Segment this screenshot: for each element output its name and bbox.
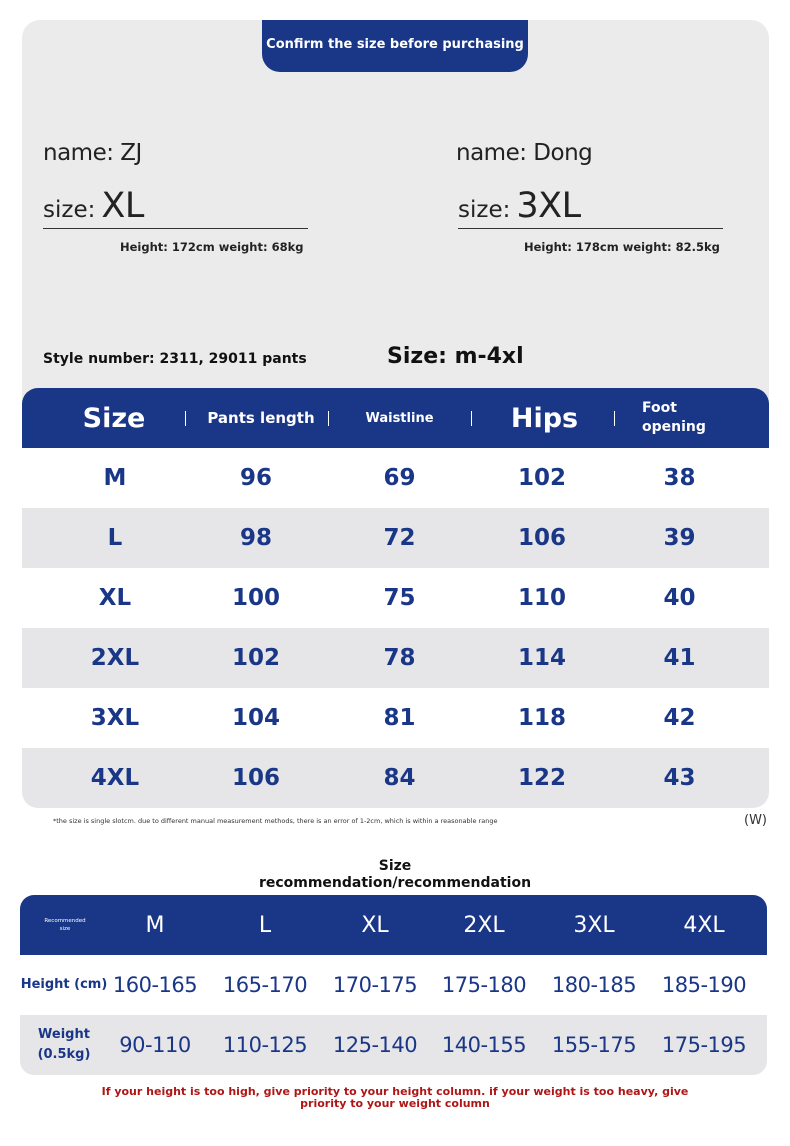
- table-row: [22, 568, 769, 628]
- table-cell: 40: [663, 585, 696, 611]
- header-foot-opening: Foot opening: [642, 400, 706, 435]
- recommendation-size-header: 4XL: [683, 912, 725, 938]
- recommendation-size-header: XL: [361, 912, 389, 938]
- model-2-name: [456, 140, 592, 166]
- underline: [43, 228, 308, 229]
- table-cell: 110: [517, 585, 566, 611]
- table-cell: 38: [663, 465, 696, 491]
- table-row: [22, 448, 769, 508]
- header-waistline: Waistline: [365, 410, 434, 426]
- table-cell: M: [103, 465, 127, 491]
- table-cell: 114: [517, 645, 566, 671]
- height-range-cell: 185-190: [661, 973, 747, 997]
- size-label: size:: [43, 197, 96, 223]
- recommendation-size-header: 2XL: [463, 912, 505, 938]
- table-cell: 39: [663, 525, 696, 551]
- model-1-name: [43, 140, 142, 166]
- header-divider: [471, 411, 472, 426]
- header-hips: Hips: [510, 402, 579, 434]
- table-cell: 98: [239, 525, 272, 551]
- size-range: Size: m-4xl: [387, 344, 524, 369]
- table-cell: 84: [383, 765, 416, 791]
- table-cell: 81: [383, 705, 416, 731]
- model-1-stats: Height: 172cm weight: 68kg: [120, 240, 304, 254]
- name-value: ZJ: [120, 140, 142, 166]
- size-value: 3XL: [516, 186, 581, 226]
- recommendation-title-1: Size: [378, 858, 412, 874]
- height-label: Height (cm): [20, 977, 108, 992]
- name-value: Dong: [533, 140, 593, 166]
- header-divider: [614, 411, 615, 426]
- size-value: XL: [101, 186, 144, 226]
- weight-range-cell: 110-125: [222, 1033, 308, 1057]
- banner-tab: Confirm the size before purchasing: [262, 20, 528, 72]
- table-cell: 100: [231, 585, 280, 611]
- table-row: [22, 688, 769, 748]
- table-cell: 2XL: [90, 645, 140, 671]
- size-label: size:: [458, 197, 511, 223]
- unit-mark: (W): [744, 813, 767, 828]
- recommendation-size-header: L: [258, 912, 272, 938]
- table-cell: 102: [517, 465, 566, 491]
- weight-range-cell: 140-155: [441, 1033, 527, 1057]
- height-row: [20, 955, 767, 1015]
- recommended-size-label: Recommended size: [44, 918, 86, 932]
- table-cell: 122: [517, 765, 566, 791]
- table-cell: 41: [663, 645, 696, 671]
- height-range-cell: 165-170: [222, 973, 308, 997]
- table-cell: 75: [383, 585, 416, 611]
- table-cell: 4XL: [90, 765, 140, 791]
- priority-note: If your height is too high, give priority to your height column. if your weight is too heavy, give priority to your weight column: [101, 1085, 689, 1110]
- weight-range-cell: 90-110: [119, 1033, 191, 1057]
- header-divider: [328, 411, 329, 426]
- table-cell: 106: [231, 765, 280, 791]
- height-range-cell: 160-165: [112, 973, 198, 997]
- table-cell: 3XL: [90, 705, 140, 731]
- table-cell: 42: [663, 705, 696, 731]
- name-label: name:: [43, 140, 114, 166]
- height-range-cell: 170-175: [332, 973, 418, 997]
- name-label: name:: [456, 140, 527, 166]
- style-number: Style number: 2311, 29011 pants: [43, 351, 307, 367]
- table-cell: 78: [383, 645, 416, 671]
- table-cell: 72: [383, 525, 416, 551]
- table-cell: 96: [239, 465, 272, 491]
- table-cell: 69: [383, 465, 416, 491]
- model-2-stats: Height: 178cm weight: 82.5kg: [524, 240, 720, 254]
- header-size: Size: [82, 402, 146, 434]
- header-divider: [185, 411, 186, 426]
- size-table-header: [22, 388, 769, 448]
- table-cell: 118: [517, 705, 566, 731]
- weight-range-cell: 175-195: [661, 1033, 747, 1057]
- table-cell: 102: [231, 645, 280, 671]
- height-range-cell: 180-185: [551, 973, 637, 997]
- model-1-size: [43, 186, 144, 226]
- table-cell: 106: [517, 525, 566, 551]
- header-pants-length: Pants length: [207, 409, 315, 427]
- table-cell: XL: [98, 585, 132, 611]
- weight-range-cell: 125-140: [332, 1033, 418, 1057]
- table-row: [22, 748, 769, 808]
- recommendation-size-header: 3XL: [573, 912, 615, 938]
- weight-row: [20, 1015, 767, 1075]
- underline: [458, 228, 723, 229]
- recommendation-size-header: M: [145, 912, 165, 938]
- table-cell: 43: [663, 765, 696, 791]
- measurement-footnote: *the size is single slotcm. due to different manual measurement methods, there is an error of 1-2cm, which is within a reasonable range: [53, 817, 498, 825]
- height-range-cell: 175-180: [441, 973, 527, 997]
- table-row: [22, 628, 769, 688]
- recommendation-title-2: recommendation/recommendation: [258, 875, 532, 891]
- table-cell: L: [107, 525, 123, 551]
- table-row: [22, 508, 769, 568]
- model-2-size: [458, 186, 581, 226]
- weight-range-cell: 155-175: [551, 1033, 637, 1057]
- table-cell: 104: [231, 705, 280, 731]
- recommendation-header: [20, 895, 767, 955]
- weight-label: Weight (0.5kg): [37, 1027, 91, 1062]
